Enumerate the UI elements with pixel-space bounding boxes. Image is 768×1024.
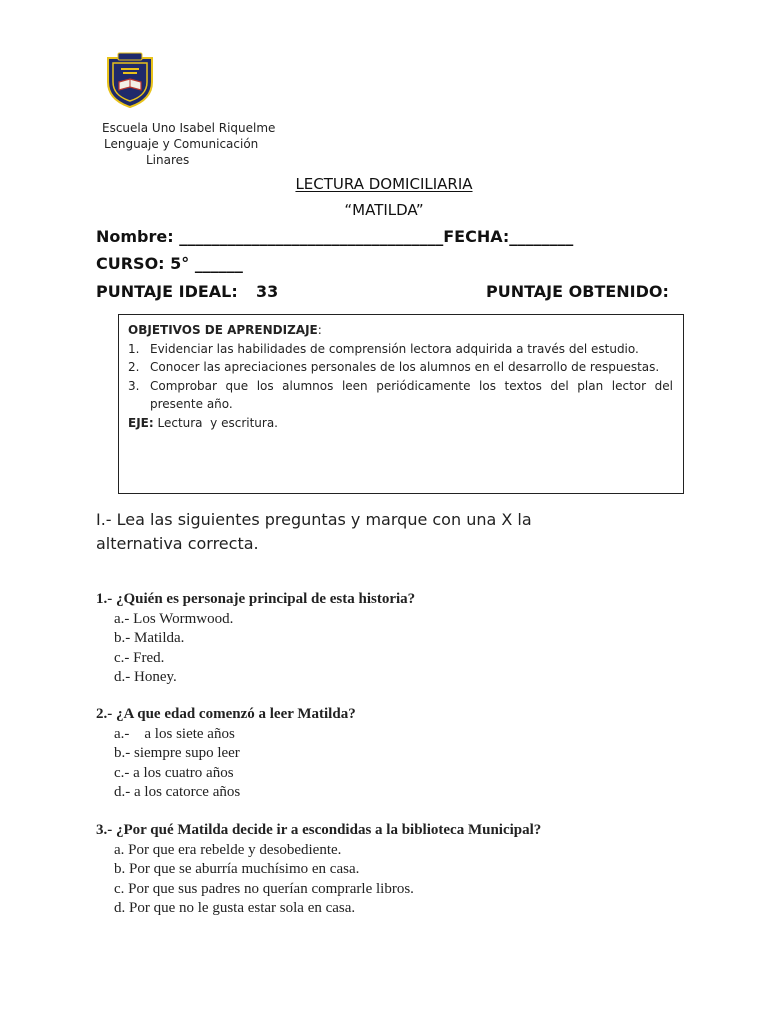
question-option[interactable]: a.- Los Wormwood.	[114, 610, 234, 627]
objectives-box	[118, 314, 684, 494]
school-city: Linares	[146, 153, 190, 167]
school-subject: Lenguaje y Comunicación	[104, 137, 259, 151]
puntaje-ideal-label: PUNTAJE IDEAL:	[96, 282, 238, 301]
question-option[interactable]: c.- Fred.	[114, 649, 165, 666]
objectives-heading-text: OBJETIVOS DE APRENDIZAJE	[128, 323, 318, 337]
question-option[interactable]: a. Por que era rebelde y desobediente.	[114, 841, 342, 858]
puntaje-ideal-value: 33	[256, 282, 279, 301]
question-option[interactable]: c. Por que sus padres no querían comprarle libros.	[114, 880, 414, 897]
eje-label: EJE:	[128, 415, 154, 430]
objectives-list	[128, 340, 673, 414]
puntaje-obtenido-field[interactable]: PUNTAJE OBTENIDO:	[486, 282, 669, 301]
question-option[interactable]: c.- a los cuatro años	[114, 764, 234, 781]
question-title: 1.- ¿Quién es personaje principal de esta historia?	[96, 591, 416, 607]
question-2	[96, 705, 356, 803]
question-option[interactable]: d. Por que no le gusta estar sola en casa.	[114, 900, 356, 917]
objective-number: 2.	[128, 360, 140, 375]
book-title: “MATILDA”	[344, 201, 424, 219]
objective-number: 3.	[128, 378, 140, 393]
crest-icon	[104, 52, 156, 108]
objective-item	[128, 377, 673, 414]
question-option[interactable]: b.- Matilda.	[114, 630, 185, 647]
question-3	[96, 821, 541, 919]
question-option[interactable]: b.- siempre supo leer	[114, 745, 240, 762]
nombre-fecha-field[interactable]: Nombre: _________________________________FECHA:________	[96, 227, 574, 246]
eje-line	[128, 414, 673, 433]
objective-number: 1.	[128, 341, 140, 356]
instruction-text: I.- Lea las siguientes preguntas y marque con una X la alternativa correcta.	[96, 510, 532, 553]
objective-item	[128, 340, 673, 359]
question-option[interactable]: d.- a los catorce años	[114, 784, 241, 801]
objectives-heading-colon: :	[317, 323, 322, 337]
question-option[interactable]: d.- Honey.	[114, 669, 177, 686]
document-title-text: LECTURA DOMICILIARIA	[295, 175, 473, 193]
objective-item	[128, 358, 673, 377]
question-option[interactable]: b. Por que se aburría muchísimo en casa.	[114, 861, 360, 878]
objectives-heading	[128, 321, 673, 340]
document-title	[0, 174, 768, 194]
objective-text: Comprobar que los alumnos leen periódicamente los textos del plan lector del presente año.	[150, 378, 673, 412]
question-title: 2.- ¿A que edad comenzó a leer Matilda?	[96, 706, 356, 722]
school-crest-logo	[104, 52, 156, 108]
question-1	[96, 590, 415, 688]
objective-text: Evidenciar las habilidades de comprensión lectora adquirida a través del estudio.	[150, 341, 639, 356]
question-title: 3.- ¿Por qué Matilda decide ir a escondidas a la biblioteca Municipal?	[96, 822, 542, 838]
question-option[interactable]: a.- a los siete años	[114, 725, 235, 742]
school-name: Escuela Uno Isabel Riquelme	[102, 121, 276, 135]
objective-text: Conocer las apreciaciones personales de los alumnos en el desarrollo de respuestas.	[150, 360, 660, 375]
eje-text: Lectura y escritura.	[153, 415, 278, 430]
curso-field[interactable]: CURSO: 5° ______	[96, 254, 243, 273]
